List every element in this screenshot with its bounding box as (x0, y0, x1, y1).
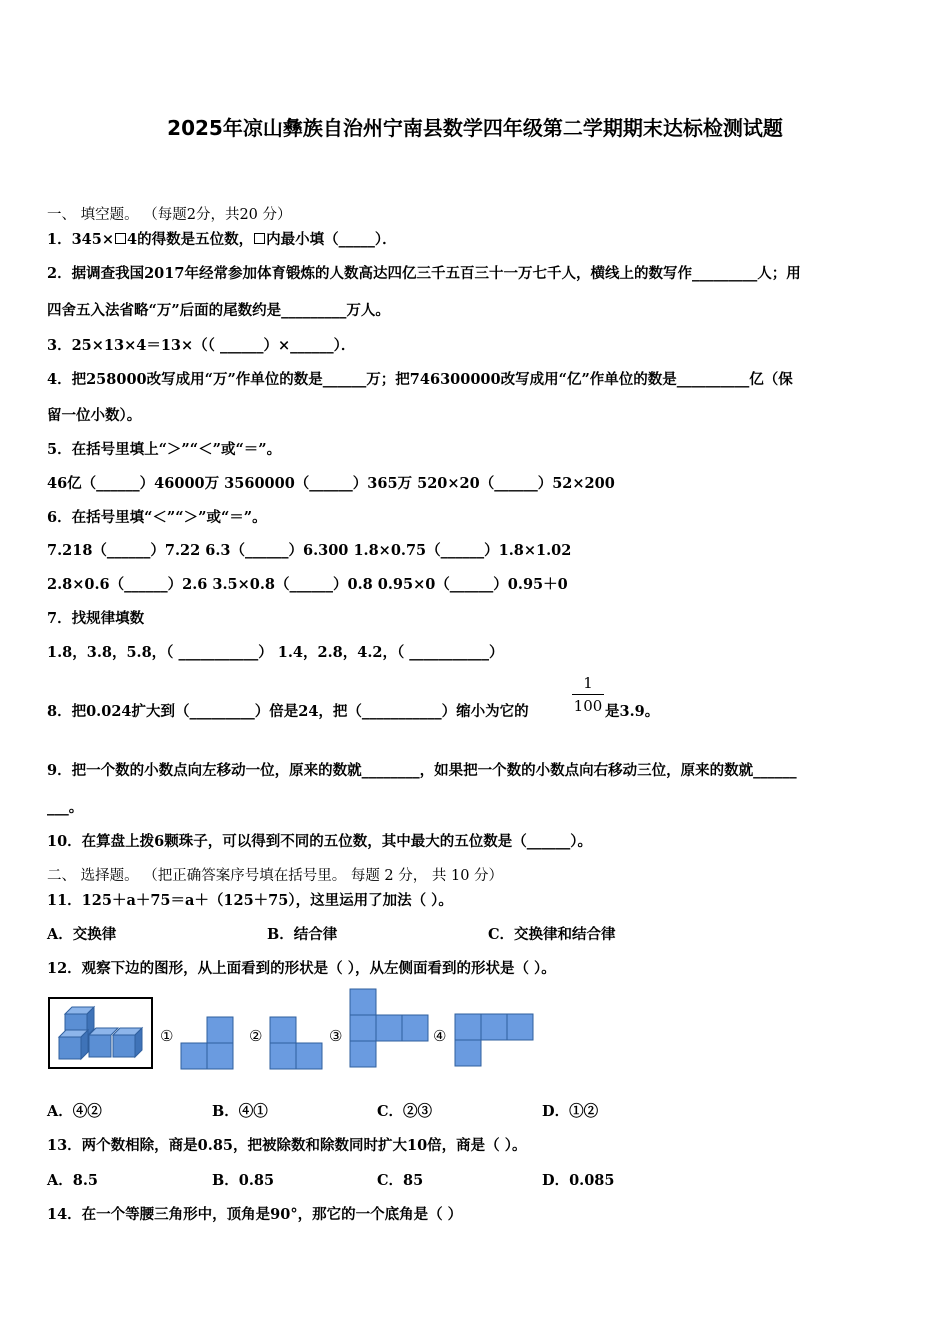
question-8-part-b: 是3.9。 (605, 703, 660, 720)
option-3-label: ③ (329, 1027, 343, 1045)
fraction-denominator: 100 (573, 697, 603, 715)
question-7: 7．找规律填数 (47, 610, 145, 627)
q13-option-a: A．8.5 (47, 1172, 98, 1189)
q12-option-c: C．②③ (377, 1103, 433, 1120)
q13-option-b: B．0.85 (212, 1172, 275, 1189)
section2-heading: 二、 选择题。 （把正确答案序号填在括号里。 每题 2 分， 共 10 分） (47, 868, 504, 884)
q12-option-b: B．④① (212, 1103, 268, 1120)
question-5-row: 46亿（______）46000万 3560000（______）365万 520×20（______）52×200 (47, 475, 615, 492)
page-title: 2025年凉山彝族自治州宁南县数学四年级第二学期期末达标检测试题 (167, 116, 783, 140)
view-square (455, 1014, 481, 1040)
q11-option-a: A．交换律 (47, 926, 117, 943)
cube-front-face (113, 1035, 135, 1057)
view-option-1 (181, 1017, 233, 1069)
view-square (296, 1043, 322, 1069)
question-6-row2: 2.8×0.6（______）2.6 3.5×0.8（______）0.8 0.95×0（______）0.95＋0 (47, 576, 568, 593)
view-square (270, 1043, 296, 1069)
view-option-4 (455, 1014, 533, 1066)
view-square (207, 1043, 233, 1069)
cube-front-face (89, 1035, 111, 1057)
question-1 (47, 228, 397, 249)
view-square (350, 1015, 376, 1041)
question-4-line1: 4．把258000改写成用“万”作单位的数是______万；把746300000改写成用“亿”作单位的数是__________亿（保 (47, 371, 793, 388)
view-option-3 (350, 989, 428, 1067)
view-square (350, 1041, 376, 1067)
option-2-label: ② (249, 1027, 263, 1045)
question-12: 12．观察下边的图形，从上面看到的形状是（ ），从左侧面看到的形状是（ ）。 (47, 960, 556, 977)
question-7-row: 1.8，3.8，5.8，（ ___________） 1.4，2.8，4.2，（ ___________） (47, 644, 504, 661)
q1-part-a: 1．345× (47, 231, 115, 248)
q1-part-c: 内最小填（_____）． (266, 231, 397, 248)
question-4-line2: 留一位小数）。 (47, 407, 142, 424)
question-9-line2: ___。 (47, 799, 84, 816)
q12-option-d: D．①② (542, 1103, 599, 1120)
question-2-line1: 2．据调查我国2017年经常参加体育锻炼的人数高达四亿三千五百三十一万七千人，横线上的数写作_________人；用 (47, 265, 801, 282)
blank-square-icon (115, 233, 126, 244)
q12-option-a: A．④② (47, 1103, 102, 1120)
question-6: 6．在括号里填“＜”“＞”或“＝”。 (47, 509, 267, 526)
fraction-one-hundredth (572, 673, 604, 716)
q1-part-b: 4的得数是五位数， (127, 231, 254, 248)
view-square (207, 1017, 233, 1043)
option-4-label: ④ (433, 1027, 447, 1045)
fraction-bar (572, 694, 604, 695)
view-square (402, 1015, 428, 1041)
question-6-row1: 7.218（______）7.22 6.3（______）6.300 1.8×0.75（______）1.8×1.02 (47, 542, 572, 559)
view-square (455, 1040, 481, 1066)
question-2-line2: 四舍五入法省略“万”后面的尾数约是_________万人。 (47, 302, 390, 319)
question-11: 11．125＋a＋75＝a＋（125＋75），这里运用了加法（ ）。 (47, 892, 453, 909)
cube-front-face (59, 1037, 81, 1059)
view-square (350, 989, 376, 1015)
view-square (481, 1014, 507, 1040)
q11-option-b: B．结合律 (267, 926, 338, 943)
view-option-2 (270, 1017, 322, 1069)
view-square (181, 1043, 207, 1069)
fraction-numerator: 1 (583, 674, 593, 692)
q11-option-c: C．交换律和结合律 (488, 926, 616, 943)
question-8-part-a: 8．把0.024扩大到（_________）倍是24，把（___________）缩小为它的 (47, 703, 529, 720)
view-square (507, 1014, 533, 1040)
option-1-label: ① (160, 1027, 174, 1045)
question-13: 13．两个数相除，商是0.85，把被除数和除数同时扩大10倍，商是（ ）。 (47, 1137, 527, 1154)
view-square (376, 1015, 402, 1041)
view-square (270, 1017, 296, 1043)
section1-heading: 一、 填空题。 （每题2分，共20 分） (47, 207, 292, 223)
question-3: 3．25×13×4＝13×（（ ______）×______）． (47, 337, 356, 354)
question-9-line1: 9．把一个数的小数点向左移动一位，原来的数就________，如果把一个数的小数点向右移动三位，原来的数就______ (47, 762, 797, 779)
q12-figure (47, 985, 547, 1075)
question-14: 14．在一个等腰三角形中，顶角是90°，那它的一个底角是（ ） (47, 1206, 463, 1223)
q13-option-d: D．0.085 (542, 1172, 615, 1189)
blank-square-icon (254, 233, 265, 244)
q13-option-c: C．85 (377, 1172, 424, 1189)
question-5: 5．在括号里填上“＞”“＜”或“＝”。 (47, 441, 282, 458)
question-10: 10．在算盘上拨6颗珠子，可以得到不同的五位数，其中最大的五位数是（______）。 (47, 833, 593, 850)
